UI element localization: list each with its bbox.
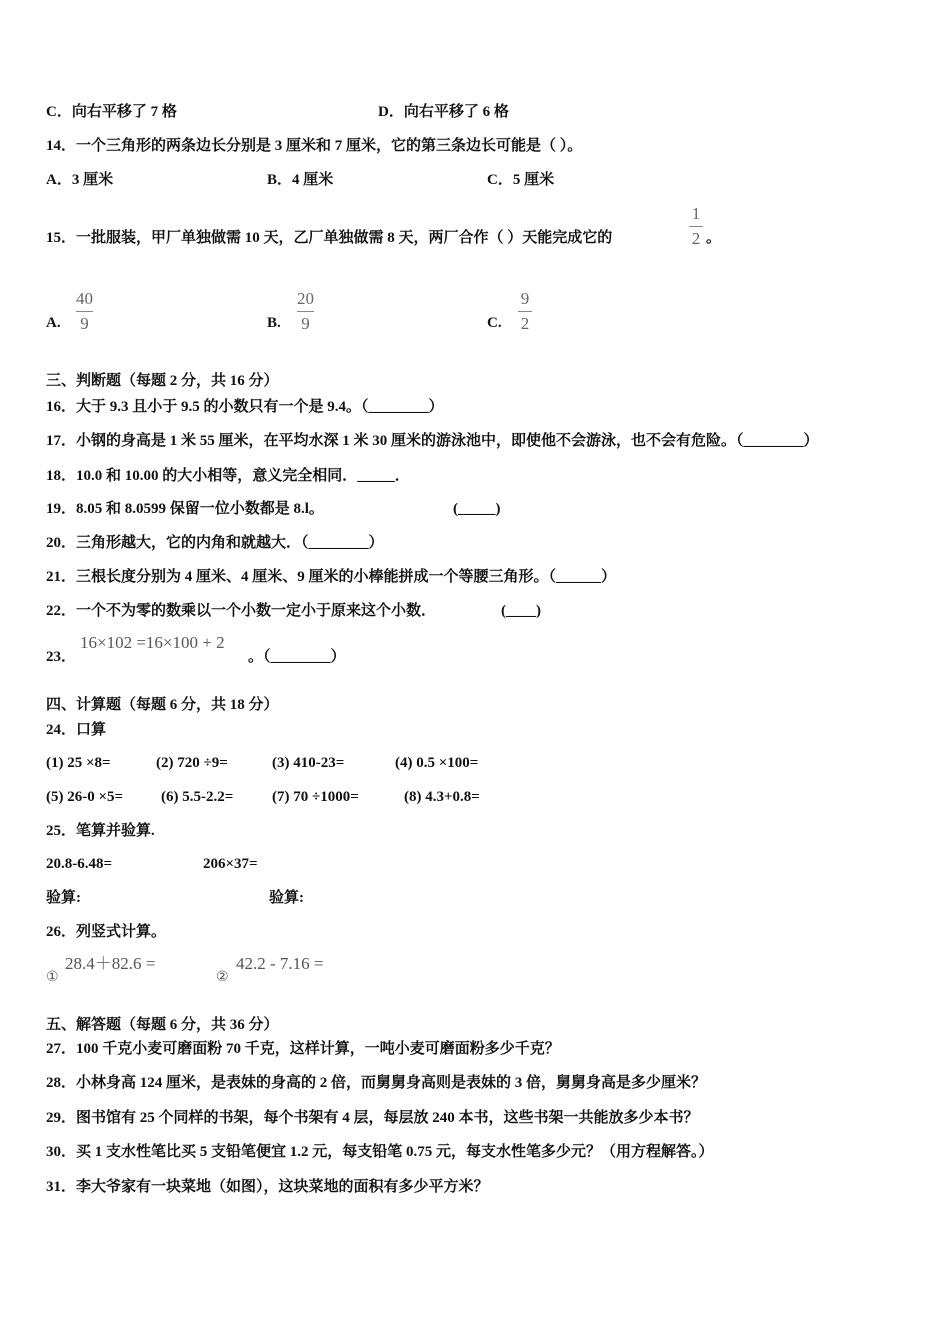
option-c: C. [487,315,502,331]
option-b: B. [267,315,281,331]
question-29: 29．图书馆有 25 个同样的书架，每个书架有 4 层，每层放 240 本书，这些书架一共能放多少本书？ [46,1110,699,1126]
fraction-c: 9 2 [518,289,532,334]
fraction-a: 40 9 [76,289,93,333]
calc-item: (6) 5.5-2.2= [161,789,234,805]
calc-item: (3) 410-23= [272,755,345,771]
section-3-heading: 三、判断题（每题 2 分，共 16 分） [46,373,279,389]
option-c: C．向右平移了 7 格 [46,104,177,120]
calc-item: (8) 4.3+0.8= [404,789,480,805]
fraction-b: 20 9 [297,289,314,333]
answer-blank: 。（________） [248,649,346,665]
option-c: C．5 厘米 [487,172,555,188]
question-25: 25．笔算并验算. [46,823,155,839]
question-31: 31．李大爷家有一块菜地（如图），这块菜地的面积有多少平方米？ [46,1179,489,1195]
question-19: 19．8.05 和 8.0599 保留一位小数都是 8.l。 [46,501,324,517]
calc-item: (5) 26-0 ×5= [46,789,124,805]
equation: 16×102 =16×100 + 2 [80,633,225,652]
answer-blank: (____) [501,603,541,619]
question-26: 26．列竖式计算。 [46,924,167,940]
fraction: 1 2 [689,204,703,249]
calc-item: (1) 25 ×8= [46,755,111,771]
question-28: 28．小林身高 124 厘米，是表妹的身高的 2 倍，而舅舅身高则是表妹的 3 倍，舅舅身高是多少厘米？ [46,1075,707,1091]
section-4-heading: 四、计算题（每题 6 分，共 18 分） [46,697,279,713]
answer-blank: (_____) [453,501,501,517]
question-22: 22．一个不为零的数乘以一个小数一定小于原来这个小数． [46,603,437,619]
question-24: 24．口算 [46,722,107,738]
question-14: 14．一个三角形的两条边长分别是 3 厘米和 7 厘米，它的第三条边长可能是（ ）。 [46,138,583,154]
period: 。 [706,230,722,246]
question-30: 30．买 1 支水性笔比买 5 支铅笔便宜 1.2 元，每支铅笔 0.75 元，每支水性笔多少元？（用方程解答。） [46,1144,714,1160]
question-18: 18．10.0 和 10.00 的大小相等，意义完全相同．_____． [46,468,410,484]
section-5-heading: 五、解答题（每题 6 分，共 36 分） [46,1017,279,1033]
option-b: B．4 厘米 [267,172,334,188]
expression: 42.2 - 7.16 = [236,954,324,973]
option-a: A. [46,315,61,331]
option-a: A．3 厘米 [46,172,114,188]
check-label: 验算: [46,890,81,906]
check-label: 验算: [269,890,304,906]
question-21: 21．三根长度分别为 4 厘米、4 厘米、9 厘米的小棒能拼成一个等腰三角形。（______） [46,569,617,585]
question-16: 16．大于 9.3 且小于 9.5 的小数只有一个是 9.4。（________） [46,399,444,415]
circled-number: ① [46,970,59,985]
question-20: 20．三角形越大，它的内角和就越大．（________） [46,535,384,551]
option-d: D．向右平移了 6 格 [378,104,509,120]
calc-item: (7) 70 ÷1000= [272,789,359,805]
expression: 206×37= [203,856,258,872]
question-27: 27．100 千克小麦可磨面粉 70 千克，这样计算，一吨小麦可磨面粉多少千克？ [46,1041,560,1057]
expression: 28.4＋82.6 = [65,954,156,973]
question-23-number: 23． [46,649,77,665]
calc-item: (4) 0.5 ×100= [395,755,479,771]
calc-item: (2) 720 ÷9= [156,755,228,771]
expression: 20.8-6.48= [46,856,113,872]
circled-number: ② [216,970,229,985]
question-17: 17．小钢的身高是 1 米 55 厘米，在平均水深 1 米 30 厘米的游泳池中，即使他不会游泳，也不会有危险。（________） [46,433,819,449]
question-15: 15．一批服装，甲厂单独做需 10 天，乙厂单独做需 8 天，两厂合作（ ）天能完成它的 [46,230,613,246]
